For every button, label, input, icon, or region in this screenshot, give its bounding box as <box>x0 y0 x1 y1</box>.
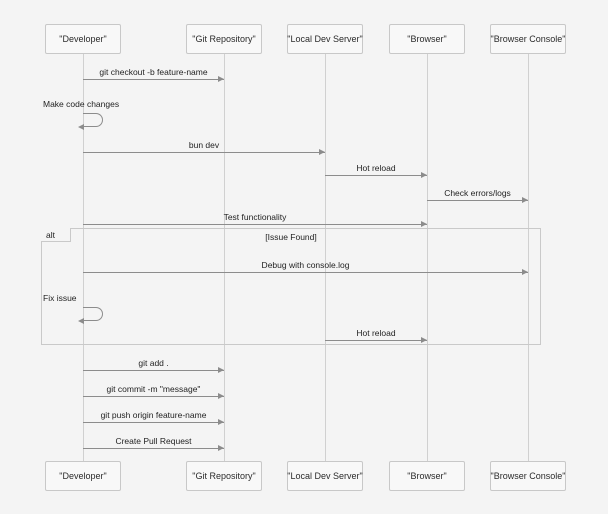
message-label: git add . <box>138 358 169 368</box>
arrowhead <box>319 149 325 155</box>
participant-bottom-server: "Local Dev Server" <box>287 461 363 491</box>
self-message-loop <box>83 113 103 127</box>
participant-top-browser: "Browser" <box>389 24 465 54</box>
message-line <box>427 200 528 201</box>
participant-bottom-browser: "Browser" <box>389 461 465 491</box>
message-label: Hot reload <box>356 328 396 338</box>
message-line <box>83 79 224 80</box>
message-line <box>83 370 224 371</box>
message-line <box>325 175 427 176</box>
arrowhead <box>522 269 528 275</box>
message-label: git push origin feature-name <box>100 410 207 420</box>
message-line <box>83 448 224 449</box>
participant-bottom-console: "Browser Console" <box>490 461 566 491</box>
arrowhead <box>218 419 224 425</box>
message-line <box>83 272 528 273</box>
message-line <box>83 224 427 225</box>
arrowhead <box>218 76 224 82</box>
message-label: Fix issue <box>43 293 77 303</box>
alt-fragment-condition: [Issue Found] <box>265 232 317 242</box>
arrowhead <box>421 337 427 343</box>
alt-fragment-operator: alt <box>41 228 71 242</box>
message-label: Test functionality <box>223 212 287 222</box>
arrowhead <box>78 318 84 324</box>
arrowhead <box>218 367 224 373</box>
participant-bottom-dev: "Developer" <box>45 461 121 491</box>
message-line <box>83 152 325 153</box>
arrowhead <box>218 445 224 451</box>
message-label: Hot reload <box>356 163 396 173</box>
participant-top-console: "Browser Console" <box>490 24 566 54</box>
participant-bottom-git: "Git Repository" <box>186 461 262 491</box>
message-label: Debug with console.log <box>261 260 350 270</box>
arrowhead <box>421 221 427 227</box>
message-label: bun dev <box>188 140 220 150</box>
message-label: Create Pull Request <box>115 436 192 446</box>
message-line <box>83 396 224 397</box>
arrowhead <box>218 393 224 399</box>
message-label: Make code changes <box>43 99 120 109</box>
participant-top-dev: "Developer" <box>45 24 121 54</box>
message-line <box>325 340 427 341</box>
arrowhead <box>522 197 528 203</box>
participant-top-server: "Local Dev Server" <box>287 24 363 54</box>
alt-fragment <box>41 228 541 345</box>
self-message-loop <box>83 307 103 321</box>
participant-top-git: "Git Repository" <box>186 24 262 54</box>
message-label: Check errors/logs <box>444 188 511 198</box>
message-label: git commit -m "message" <box>106 384 201 394</box>
arrowhead <box>421 172 427 178</box>
arrowhead <box>78 124 84 130</box>
message-line <box>83 422 224 423</box>
message-label: git checkout -b feature-name <box>99 67 208 77</box>
